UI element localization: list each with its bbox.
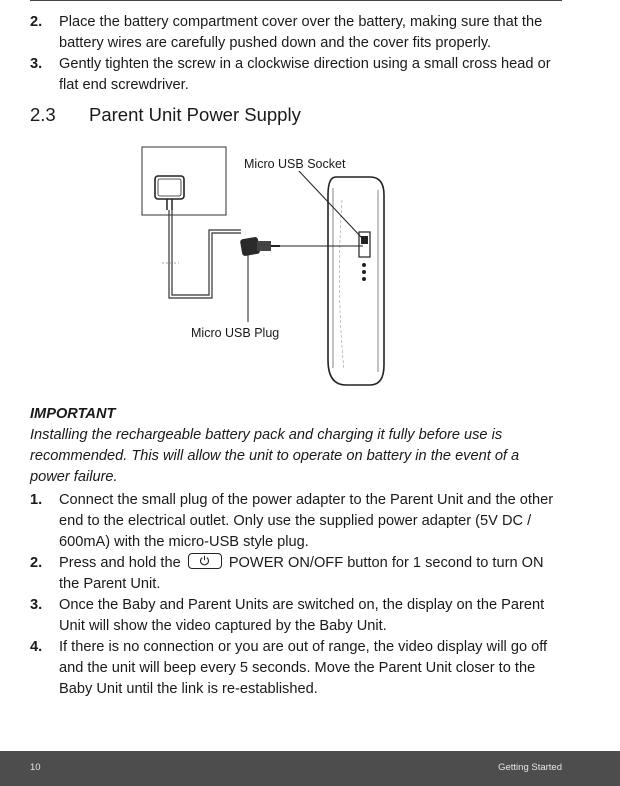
section-number: 2.3 [30,104,56,125]
list-item [30,490,562,553]
important-text: Installing the rechargeable battery pack and charging it fully before use is recommended. This will allow the unit to operate on battery in the event of a power failure. [30,427,520,485]
section-title: Parent Unit Power Supply [89,104,301,125]
micro-usb-plug-label: Micro USB Plug [191,326,280,340]
step-number: 3. [30,56,43,72]
step-text: Connect the small plug of the power adapter to the Parent Unit and the other end to the electrical outlet. Only use the supplied power adapter (5V DC / 600mA) with the micro-USB style plug. [59,492,554,550]
step-number: 3. [30,597,43,613]
power-supply-illustration [130,140,400,395]
step-number: 1. [30,492,43,508]
list-item [30,54,562,96]
section-heading [30,104,301,126]
micro-usb-socket-label: Micro USB Socket [244,157,346,171]
footer-section-name: Getting Started [498,762,562,773]
step-text: Place the battery compartment cover over the battery, making sure that the battery wires are carefully pushed down and the cover fits properly. [59,14,543,51]
step-number: 4. [30,639,43,655]
battery-steps-list [30,12,562,96]
important-note [30,404,562,488]
list-item [30,637,562,700]
power-icon [199,555,210,566]
power-button-graphic [188,553,222,569]
step-text: If there is no connection or you are out of range, the video display will go off and the unit will beep every 5 seconds. Move the Parent Unit closer to the Baby Unit until the link is re-established. [59,639,548,697]
list-item [30,595,562,637]
step-text-after: POWER ON/OFF button for 1 second to turn ON the Parent Unit. [59,555,544,592]
important-title: IMPORTANT [30,406,116,422]
step-number: 2. [30,555,43,571]
page-number: 10 [30,762,41,773]
step-number: 2. [30,14,43,30]
step-text-before: Press and hold the [59,555,181,571]
list-item [30,12,562,54]
page-footer [0,751,620,786]
power-steps-list [30,490,562,700]
adapter-and-parent-unit-drawing [130,140,400,395]
top-rule [30,0,562,1]
step-text: Gently tighten the screw in a clockwise direction using a small cross head or flat end screwdriver. [59,56,551,93]
list-item [30,553,562,595]
step-text: Once the Baby and Parent Units are switched on, the display on the Parent Unit will show the video captured by the Baby Unit. [59,597,545,634]
